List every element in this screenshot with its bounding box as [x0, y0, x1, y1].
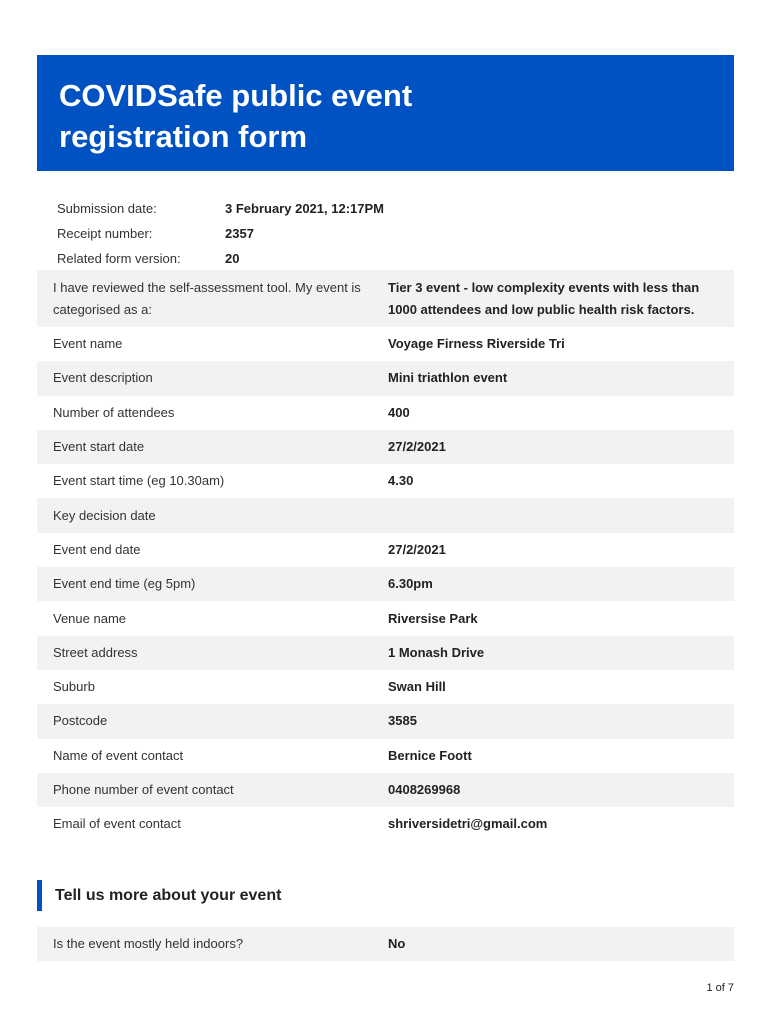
field-label: Postcode: [53, 713, 108, 729]
meta-row-receipt-number: [57, 221, 717, 246]
field-value: 400: [388, 404, 410, 420]
section-heading: [37, 880, 437, 911]
field-label: Street address: [53, 644, 138, 660]
field-row: [37, 773, 734, 807]
field-row: [37, 430, 734, 464]
field-row: [37, 739, 734, 773]
field-row: [37, 498, 734, 532]
field-value: 1 Monash Drive: [388, 644, 485, 660]
field-value: Mini triathlon event: [388, 370, 508, 386]
field-row: [37, 567, 734, 601]
field-label: Name of event contact: [53, 747, 184, 763]
field-value: Voyage Firness Riverside Tri: [388, 336, 565, 352]
meta-label: Related form version:: [57, 251, 181, 266]
field-value: 0408269968: [388, 782, 461, 797]
field-row: [37, 601, 734, 635]
meta-label: Submission date:: [57, 201, 157, 216]
field-label: Is the event mostly held indoors?: [53, 936, 244, 951]
meta-row-form-version: [57, 246, 717, 271]
field-row: [37, 704, 734, 738]
field-label: Event start time (eg 10.30am): [53, 473, 225, 489]
field-label: Event end date: [53, 541, 141, 557]
field-row: [37, 807, 734, 841]
field-row: [37, 327, 734, 361]
field-row: [37, 270, 734, 327]
field-row: [37, 464, 734, 498]
field-value: No: [388, 936, 406, 951]
field-label: Event end time (eg 5pm): [53, 576, 196, 592]
meta-row-submission-date: [57, 196, 717, 221]
meta-label: Receipt number:: [57, 226, 153, 241]
field-label: Key decision date: [53, 507, 156, 523]
field-value: shriversidetri@gmail.com: [388, 816, 548, 832]
form-header: [37, 55, 734, 171]
field-label: I have reviewed the self-assessment tool. My event is categorised as a:: [53, 279, 361, 317]
form-fields: [37, 270, 734, 841]
meta-value: 3 February 2021, 12:17PM: [225, 201, 384, 216]
section-fields: [37, 927, 734, 961]
page-number: 1 of 7: [706, 982, 734, 994]
field-value: Swan Hill: [388, 679, 446, 695]
field-label: Event start date: [53, 439, 145, 455]
field-value: Bernice Foott: [388, 747, 472, 763]
field-label: Number of attendees: [53, 404, 175, 420]
meta-value: 20: [225, 251, 240, 266]
page-title: COVIDSafe public event registration form: [59, 78, 413, 154]
field-label: Venue name: [53, 610, 127, 626]
field-row: [37, 396, 734, 430]
section-title: Tell us more about your event: [55, 886, 282, 904]
field-label: Email of event contact: [53, 816, 181, 832]
field-value: Tier 3 event - low complexity events with less than 1000 attendees and low public health risk factors.: [388, 279, 700, 317]
field-row: [37, 533, 734, 567]
field-value: 4.30: [388, 473, 414, 489]
field-row: [37, 361, 734, 395]
field-label: Suburb: [53, 679, 95, 695]
field-label: Event description: [53, 370, 153, 386]
field-value: 6.30pm: [388, 576, 433, 592]
field-value: Riversise Park: [388, 610, 478, 626]
field-row: [37, 927, 734, 961]
field-value: 27/2/2021: [388, 439, 446, 455]
field-value: 3585: [388, 713, 417, 729]
meta-value: 2357: [225, 226, 254, 241]
field-label: Phone number of event contact: [53, 782, 234, 797]
field-label: Event name: [53, 336, 123, 352]
field-value: 27/2/2021: [388, 541, 446, 557]
field-row: [37, 636, 734, 670]
field-row: [37, 670, 734, 704]
submission-meta: [57, 196, 717, 271]
